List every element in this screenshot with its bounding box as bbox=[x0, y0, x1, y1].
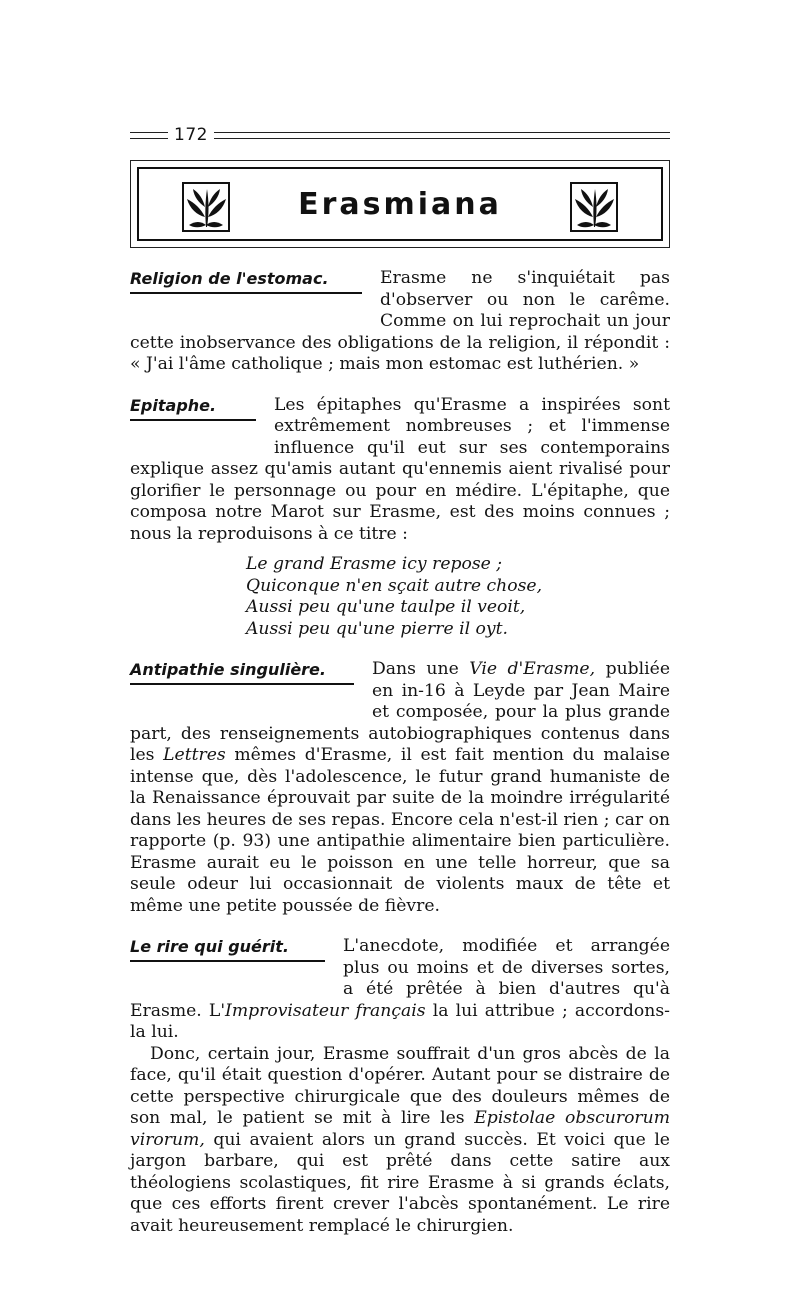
banner-title: Erasmiana bbox=[298, 187, 502, 222]
epitaph-verse bbox=[246, 554, 670, 640]
section-rire-continued bbox=[130, 1044, 670, 1238]
page-header bbox=[130, 124, 670, 146]
verse-line: Aussi peu qu'une taulpe il veoit, bbox=[246, 597, 526, 617]
header-rule-left bbox=[130, 132, 168, 139]
section-heading-label: Antipathie singulière. bbox=[130, 660, 326, 679]
verse-line: Le grand Erasme icy repose ; bbox=[246, 554, 503, 574]
header-rule-right bbox=[214, 132, 670, 139]
section-heading bbox=[130, 659, 354, 705]
section-heading-label: Epitaphe. bbox=[130, 395, 217, 415]
section-text: qui avaient alors un grand succès. Et voici que le jargon barbare, qui est prêté dans cette satire aux théologiens scolastiques, fit rire Erasme à si grands éclats, que ces efforts firent crever l'abcès spontanément. Le rire avait heureusement remplacé le chirurgien. bbox=[130, 1129, 670, 1236]
section-heading bbox=[130, 936, 325, 982]
book-title: Lettres bbox=[163, 745, 226, 765]
section-heading-label: Le rire qui guérit. bbox=[130, 937, 289, 956]
section-text: Donc, certain jour, Erasme souffrait d'un gros abcès de la face, qu'il était question d'opérer. Autant pour se distraire de cette perspective chirurgicale que des douleurs mêmes de son mal, le patient se mit à lire les bbox=[130, 1043, 670, 1128]
section-text: Les épitaphes qu'Erasme a inspirées sont extrêmement nombreuses ; et l'immense influence qu'il eut sur ses contemporains explique assez qu'amis autant qu'ennemis aient rivalisé pour glorifier le personnage ou pour en médire. L'épitaphe, que composa notre Marot sur Erasme, est des moins connues ; nous la reproduisons à ce titre : bbox=[130, 394, 670, 544]
section-heading bbox=[130, 395, 256, 441]
heading-underline bbox=[130, 419, 256, 421]
heading-underline bbox=[130, 683, 354, 685]
verse-line: Aussi peu qu'une pierre il oyt. bbox=[246, 618, 508, 639]
book-title: Epistolae obscurorum virorum, bbox=[130, 1108, 671, 1150]
section-heading-label: Religion de l'estomac. bbox=[130, 269, 329, 288]
section-heading bbox=[130, 268, 362, 314]
page-number: 172 bbox=[174, 125, 208, 145]
section-text: mêmes d'Erasme, il est fait mention du malaise intense que, dès l'adolescence, le futur grand humaniste de la Renaissance éprouvait par suite de la moindre irrégularité dans les heures de ses repas. Encore cela n'est-il rien ; car on rapporte (p. 93) une antipathie alimentaire bien particulière. Erasme aurait eu le poisson en une telle horreur, que sa seule odeur lui occasionnait de violents maux de tête et même une petite poussée de fièvre. bbox=[130, 745, 671, 916]
section-antipathie bbox=[130, 659, 670, 917]
leaf-ornament-icon bbox=[569, 181, 619, 233]
section-rire bbox=[130, 936, 670, 1044]
section-text: Dans une bbox=[372, 659, 459, 679]
verse-line: Quiconque n'en sçait autre chose, bbox=[246, 575, 543, 596]
article-body bbox=[130, 268, 670, 1256]
heading-underline bbox=[130, 960, 325, 962]
section-text: la lui attribue ; accordons-la lui. bbox=[130, 1000, 670, 1042]
book-title: Vie d'Erasme, bbox=[469, 659, 596, 679]
section-banner bbox=[130, 160, 670, 248]
section-text: Erasme ne s'inquiétait pas d'observer ou non le carême. Comme on lui reprochait un jour cette inobservance des obligations de la religion, il répondit : « J'ai l'âme catholique ; mais mon estomac est luthérien. » bbox=[130, 268, 670, 374]
banner-inner-frame bbox=[137, 167, 663, 241]
section-religion bbox=[130, 268, 670, 376]
section-text: publiée en in-16 à Leyde par Jean Maire et composée, pour la plus grande part, des renseignements autobiographiques contenus dans les bbox=[130, 659, 670, 765]
section-epitaphe bbox=[130, 395, 670, 546]
book-title: Improvisateur français bbox=[225, 1000, 426, 1021]
heading-underline bbox=[130, 292, 362, 294]
section-text: L'anecdote, modifiée et arrangée plus ou moins et de diverses sortes, a été prêtée à bien d'autres qu'à Erasme. L' bbox=[130, 936, 670, 1021]
